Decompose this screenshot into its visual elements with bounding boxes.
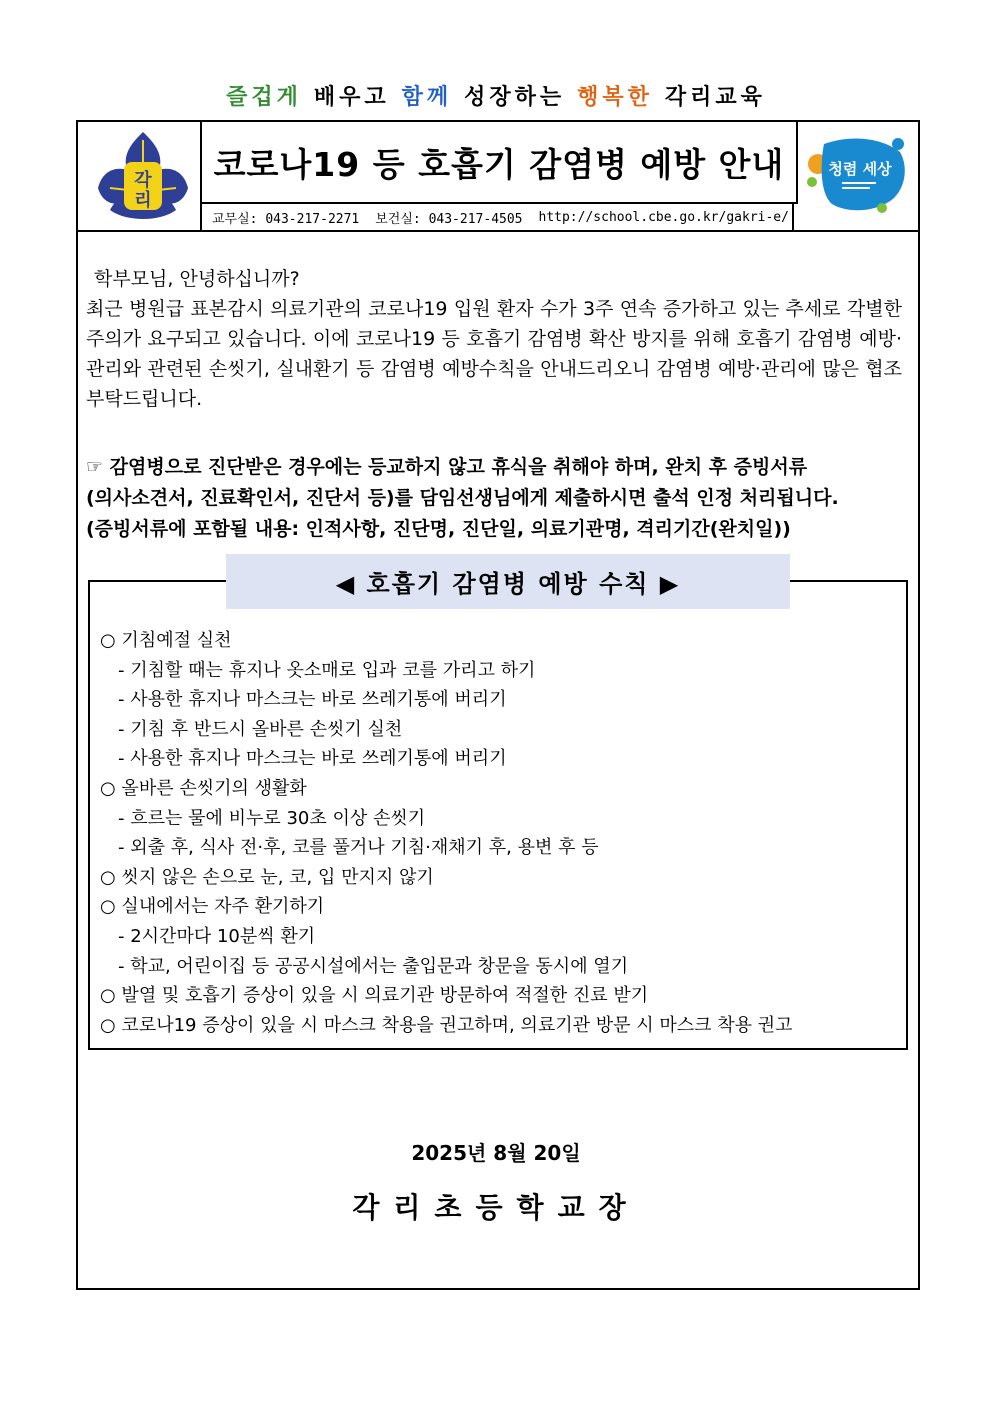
- rule-item: ○ 기침예절 실천: [100, 630, 232, 651]
- svg-text:청렴 세상: 청렴 세상: [828, 160, 892, 178]
- intro-paragraph: 최근 병원급 표본감시 의료기관의 코로나19 입원 환자 수가 3주 연속 증가하고 있는 추세로 각별한 주의가 요구되고 있습니다. 이에 코로나19 등 호흡기 감염병 확산 방지를 위해 호흡기 감염병 예방·관리와 관련된 손씻기, 실내환기 등 감염병 예방수칙을 안내드리오니 감염병 예방·관리에 많은 협조 부탁드립니다.: [86, 298, 902, 410]
- rule-subitem: - 사용한 휴지나 마스크는 바로 쓰레기통에 버리기: [118, 748, 507, 770]
- notice-line-2: (의사소견서, 진료확인서, 진단서 등)를 담임선생님에게 제출하시면 출석 인정 처리됩니다.: [86, 487, 839, 509]
- rule-item: ○ 씻지 않은 손으로 눈, 코, 입 만지지 않기: [100, 866, 434, 888]
- attendance-notice: [86, 452, 906, 545]
- document-date: 2025년 8월 20일: [411, 1141, 581, 1165]
- contact-office: 교무실: 043-217-2271: [212, 211, 360, 227]
- rule-item: ○ 발열 및 호흡기 증상이 있을 시 의료기관 방문하여 적절한 진료 받기: [100, 985, 649, 1007]
- svg-text:리: 리: [134, 190, 152, 211]
- rules-title: ◀ 호흡기 감염병 예방 수칙 ▶: [226, 554, 790, 609]
- rule-item: ○ 코로나19 증상이 있을 시 마스크 착용을 권고하며, 의료기관 방문 시 마스크 착용 권고: [100, 1014, 793, 1036]
- rule-subitem: - 흐르는 물에 비누로 30초 이상 손씻기: [118, 807, 426, 829]
- school-url[interactable]: http://school.cbe.go.kr/gakri-e/: [538, 209, 789, 225]
- rule-subitem: - 학교, 어린이집 등 공공시설에서는 출입문과 창문을 동시에 열기: [118, 955, 629, 977]
- notice-line-1: ☞ 감염병으로 진단받은 경우에는 등교하지 않고 휴식을 취해야 하며, 완치 후 증빙서류: [86, 456, 808, 478]
- principal-signature: 각리초등학교장: [352, 1191, 640, 1224]
- header: [78, 122, 918, 232]
- slogan-word: 각리교육: [664, 85, 766, 110]
- rule-subitem: - 사용한 휴지나 마스크는 바로 쓰레기통에 버리기: [118, 689, 507, 711]
- rule-subitem: - 기침 후 반드시 올바른 손씻기 실천: [118, 718, 403, 740]
- notice-line-3: (증빙서류에 포함될 내용: 인적사항, 진단명, 진단일, 의료기관명, 격리기간(완치일)): [86, 518, 791, 540]
- slogan-word: 즐겁게: [226, 85, 302, 110]
- integrity-logo-icon: [802, 134, 912, 218]
- rule-item: ○ 실내에서는 자주 환기하기: [100, 896, 325, 918]
- rule-subitem: - 기침할 때는 휴지나 옷소매로 입과 코를 가리고 하기: [118, 659, 536, 681]
- rule-subitem: - 2시간마다 10분씩 환기: [118, 925, 316, 947]
- contact-nurse: 보건실: 043-217-4505: [375, 211, 523, 227]
- svg-text:각: 각: [134, 170, 152, 191]
- rules-list: [100, 626, 900, 1040]
- rule-subitem: - 외출 후, 식사 전·후, 코를 풀거나 기침·재채기 후, 용변 후 등: [118, 837, 599, 859]
- slogan-word: 함께: [401, 85, 453, 110]
- slogan: [0, 80, 992, 111]
- document-title: 코로나19 등 호흡기 감염병 예방 안내: [200, 122, 798, 204]
- contact-info: [200, 204, 794, 230]
- rule-item: ○ 올바른 손씻기의 생활화: [100, 777, 307, 799]
- slogan-word: 행복한: [577, 85, 653, 110]
- slogan-word: 성장하는: [464, 85, 566, 110]
- body-text: [86, 264, 902, 414]
- school-logo-icon: [88, 128, 198, 226]
- greeting: 학부모님, 안녕하십니까?: [94, 268, 300, 290]
- slogan-word: 배우고: [313, 85, 390, 110]
